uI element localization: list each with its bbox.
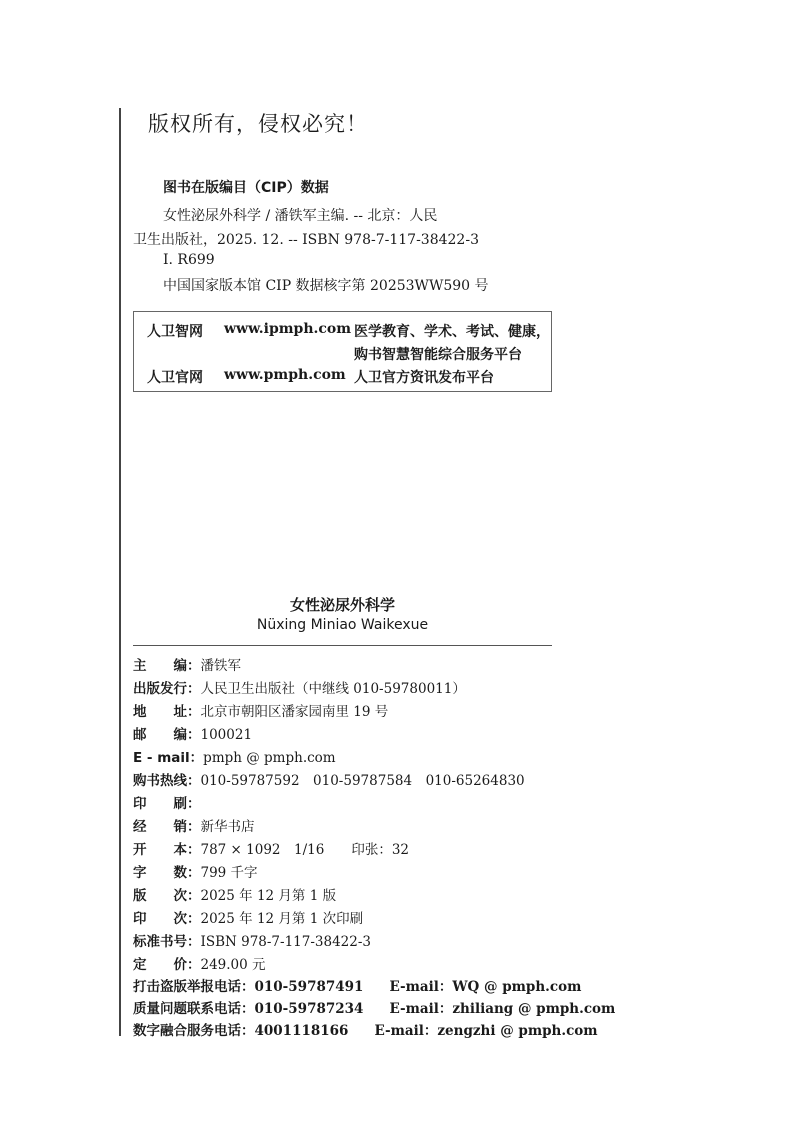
contact-label: 质量问题联系电话： [133,1001,255,1017]
info-label: 经 销： [133,819,201,835]
contact-label: 数字融合服务电话： [133,1023,255,1039]
info-row-wordcount [133,863,258,883]
contact-email: E-mail：WQ @ pmph.com [389,979,582,995]
book-pinyin: Nüxing Miniao Waikexue [256,617,429,633]
info-value: 787 × 1092 1/16 印张：32 [200,842,410,858]
contact-phone: 010-59787234 [254,1001,364,1017]
info-value: 249.00 元 [200,957,266,973]
info-label: 版 次： [133,888,201,904]
link-desc: 医学教育、学术、考试、健康， [354,324,550,340]
info-value: 潘铁军 [200,658,241,674]
contact-email: E-mail：zengzhi @ pmph.com [374,1023,598,1039]
info-value: 799 千字 [200,865,258,881]
info-row-editor [133,656,241,676]
info-value: 新华书店 [200,819,255,835]
info-value: 100021 [200,727,253,743]
cip-line: 女性泌尿外科学 / 潘铁军主编. -- 北京：人民 [163,208,438,224]
info-value: ISBN 978-7-117-38422-3 [200,934,372,950]
link-name: 人卫官网 [147,370,203,386]
info-row-publisher [133,679,466,699]
cip-title: 图书在版编目（CIP）数据 [163,180,329,196]
info-row-format [133,840,409,860]
info-label: 字 数： [133,865,201,881]
info-value: 2025 年 12 月第 1 版 [200,888,337,904]
info-label: 开 本： [133,842,201,858]
info-label: 购书热线： [133,773,201,789]
info-label: E - mail： [133,750,204,766]
info-row-hotline [133,771,525,791]
contact-email: E-mail：zhiliang @ pmph.com [389,1001,616,1017]
info-label: 印 刷： [133,796,201,812]
link-desc: 购书智慧智能综合服务平台 [354,347,522,363]
info-label: 出版发行： [133,681,201,697]
info-label: 邮 编： [133,727,201,743]
divider [133,645,552,646]
info-row-address [133,702,388,722]
info-row-printing [133,909,363,929]
cip-line: Ⅰ. R699 [163,252,215,268]
link-desc: 人卫官方资讯发布平台 [354,370,494,386]
info-value: pmph @ pmph.com [203,750,336,766]
margin-rule [119,108,121,1036]
contact-phone: 010-59787491 [254,979,364,995]
copyright-notice: 版权所有，侵权必究！ [148,112,368,136]
info-value: 北京市朝阳区潘家园南里 19 号 [200,704,389,720]
contact-row-piracy [133,977,581,997]
info-label: 地 址： [133,704,201,720]
link-url[interactable]: www.ipmph.com [224,321,352,337]
link-url[interactable]: www.pmph.com [224,367,346,383]
info-value: 2025 年 12 月第 1 次印刷 [200,911,364,927]
info-row-distributor [133,817,255,837]
links-box [133,311,552,392]
contact-label: 打击盗版举报电话： [133,979,255,995]
info-row-email [133,748,336,768]
info-label: 定 价： [133,957,201,973]
info-row-isbn [133,932,371,952]
info-row-price [133,955,266,975]
info-value: 人民卫生出版社（中继线 010-59780011） [200,681,466,697]
info-label: 标准书号： [133,934,201,950]
cip-line: 卫生出版社，2025. 12. -- ISBN 978-7-117-38422-3 [133,232,479,248]
contact-phone: 4001118166 [254,1023,349,1039]
info-value: 010-59787592 010-59787584 010-65264830 [200,773,525,789]
cip-line: 中国国家版本馆 CIP 数据核字第 20253WW590 号 [163,278,489,294]
info-row-printer [133,794,201,814]
info-label: 印 次： [133,911,201,927]
info-row-edition [133,886,336,906]
contact-row-quality [133,999,615,1019]
contact-row-digital [133,1021,598,1041]
info-row-postcode [133,725,252,745]
info-label: 主 编： [133,658,201,674]
link-name: 人卫智网 [147,324,203,340]
book-title: 女性泌尿外科学 [289,596,395,614]
